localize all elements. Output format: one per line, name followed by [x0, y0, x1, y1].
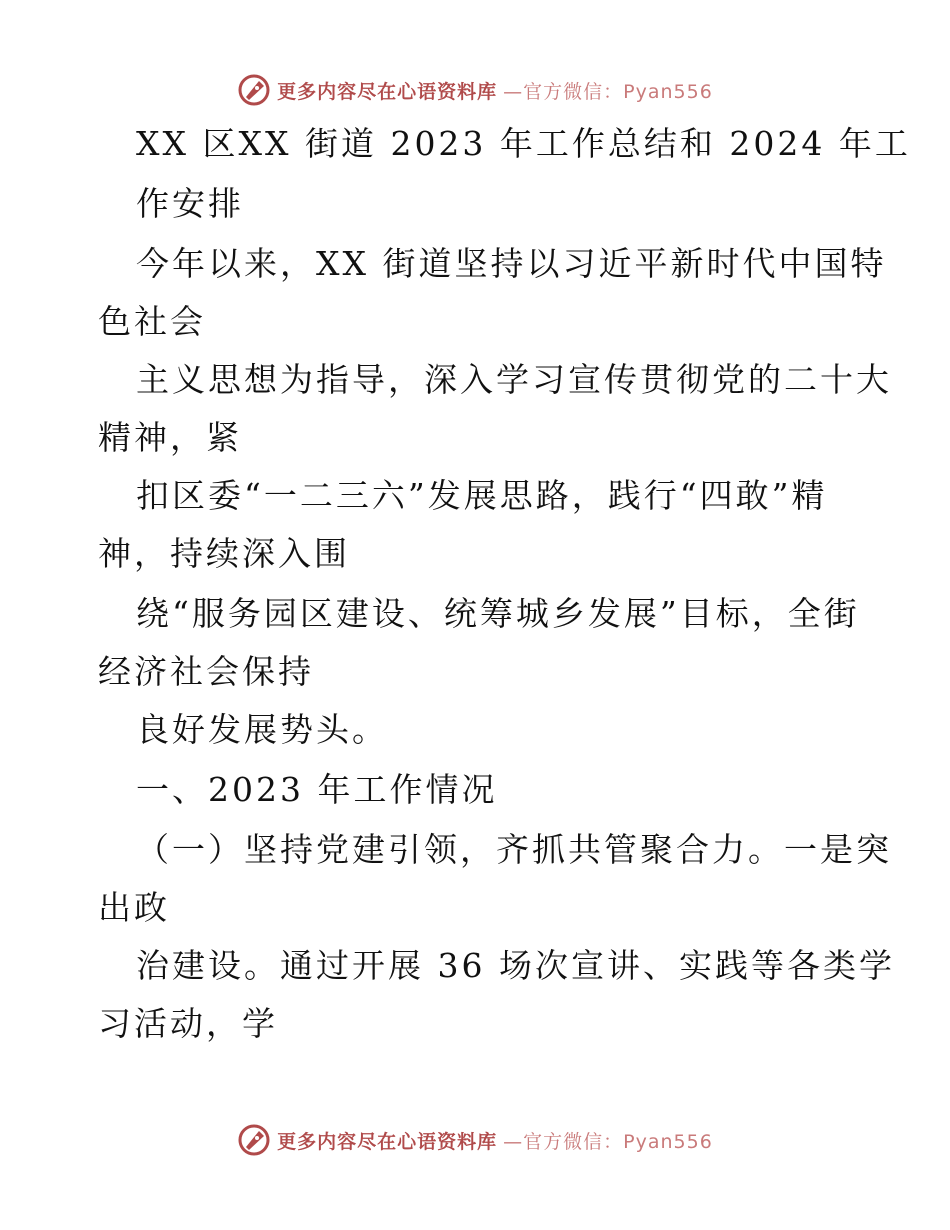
paragraph-line: 今年以来，XX 街道坚持以习近平新时代中国特	[136, 244, 887, 283]
pen-nib-logo-icon	[237, 73, 271, 107]
paragraph-line: 良好发展势头。	[136, 710, 388, 749]
watermark-sub-text: —官方微信：Pyan556	[503, 80, 713, 103]
paragraph-line: 治建设。通过开展 36 场次宣讲、实践等各类学	[136, 946, 895, 985]
doc-title-line-2: 作安排	[136, 184, 244, 223]
paragraph-line: 神，持续深入围	[98, 534, 350, 573]
doc-title-line-1: XX 区XX 街道 2023 年工作总结和 2024 年工	[136, 124, 911, 163]
watermark-sub-text: —官方微信：Pyan556	[503, 1130, 713, 1153]
paragraph-line: 精神，紧	[98, 418, 242, 457]
subsection-line: （一）坚持党建引领，齐抓共管聚合力。一是突	[136, 830, 892, 869]
paragraph-line: 经济社会保持	[98, 652, 314, 691]
paragraph-line: 主义思想为指导，深入学习宣传贯彻党的二十大	[136, 360, 892, 399]
section-heading: 一、2023 年工作情况	[136, 770, 498, 809]
watermark-main-text: 更多内容尽在心语资料库	[277, 1130, 498, 1153]
paragraph-line: 扣区委“一二三六”发展思路，践行“四敢”精	[136, 476, 828, 515]
paragraph-line: 习活动，学	[98, 1004, 278, 1043]
pen-nib-logo-icon	[237, 1123, 271, 1157]
watermark-main-text: 更多内容尽在心语资料库	[277, 80, 498, 103]
footer-watermark	[0, 1120, 950, 1160]
paragraph-line: 出政	[98, 888, 170, 927]
header-watermark	[0, 70, 950, 110]
paragraph-line: 绕“服务园区建设、统筹城乡发展”目标，全街	[136, 594, 860, 633]
paragraph-line: 色社会	[98, 302, 206, 341]
